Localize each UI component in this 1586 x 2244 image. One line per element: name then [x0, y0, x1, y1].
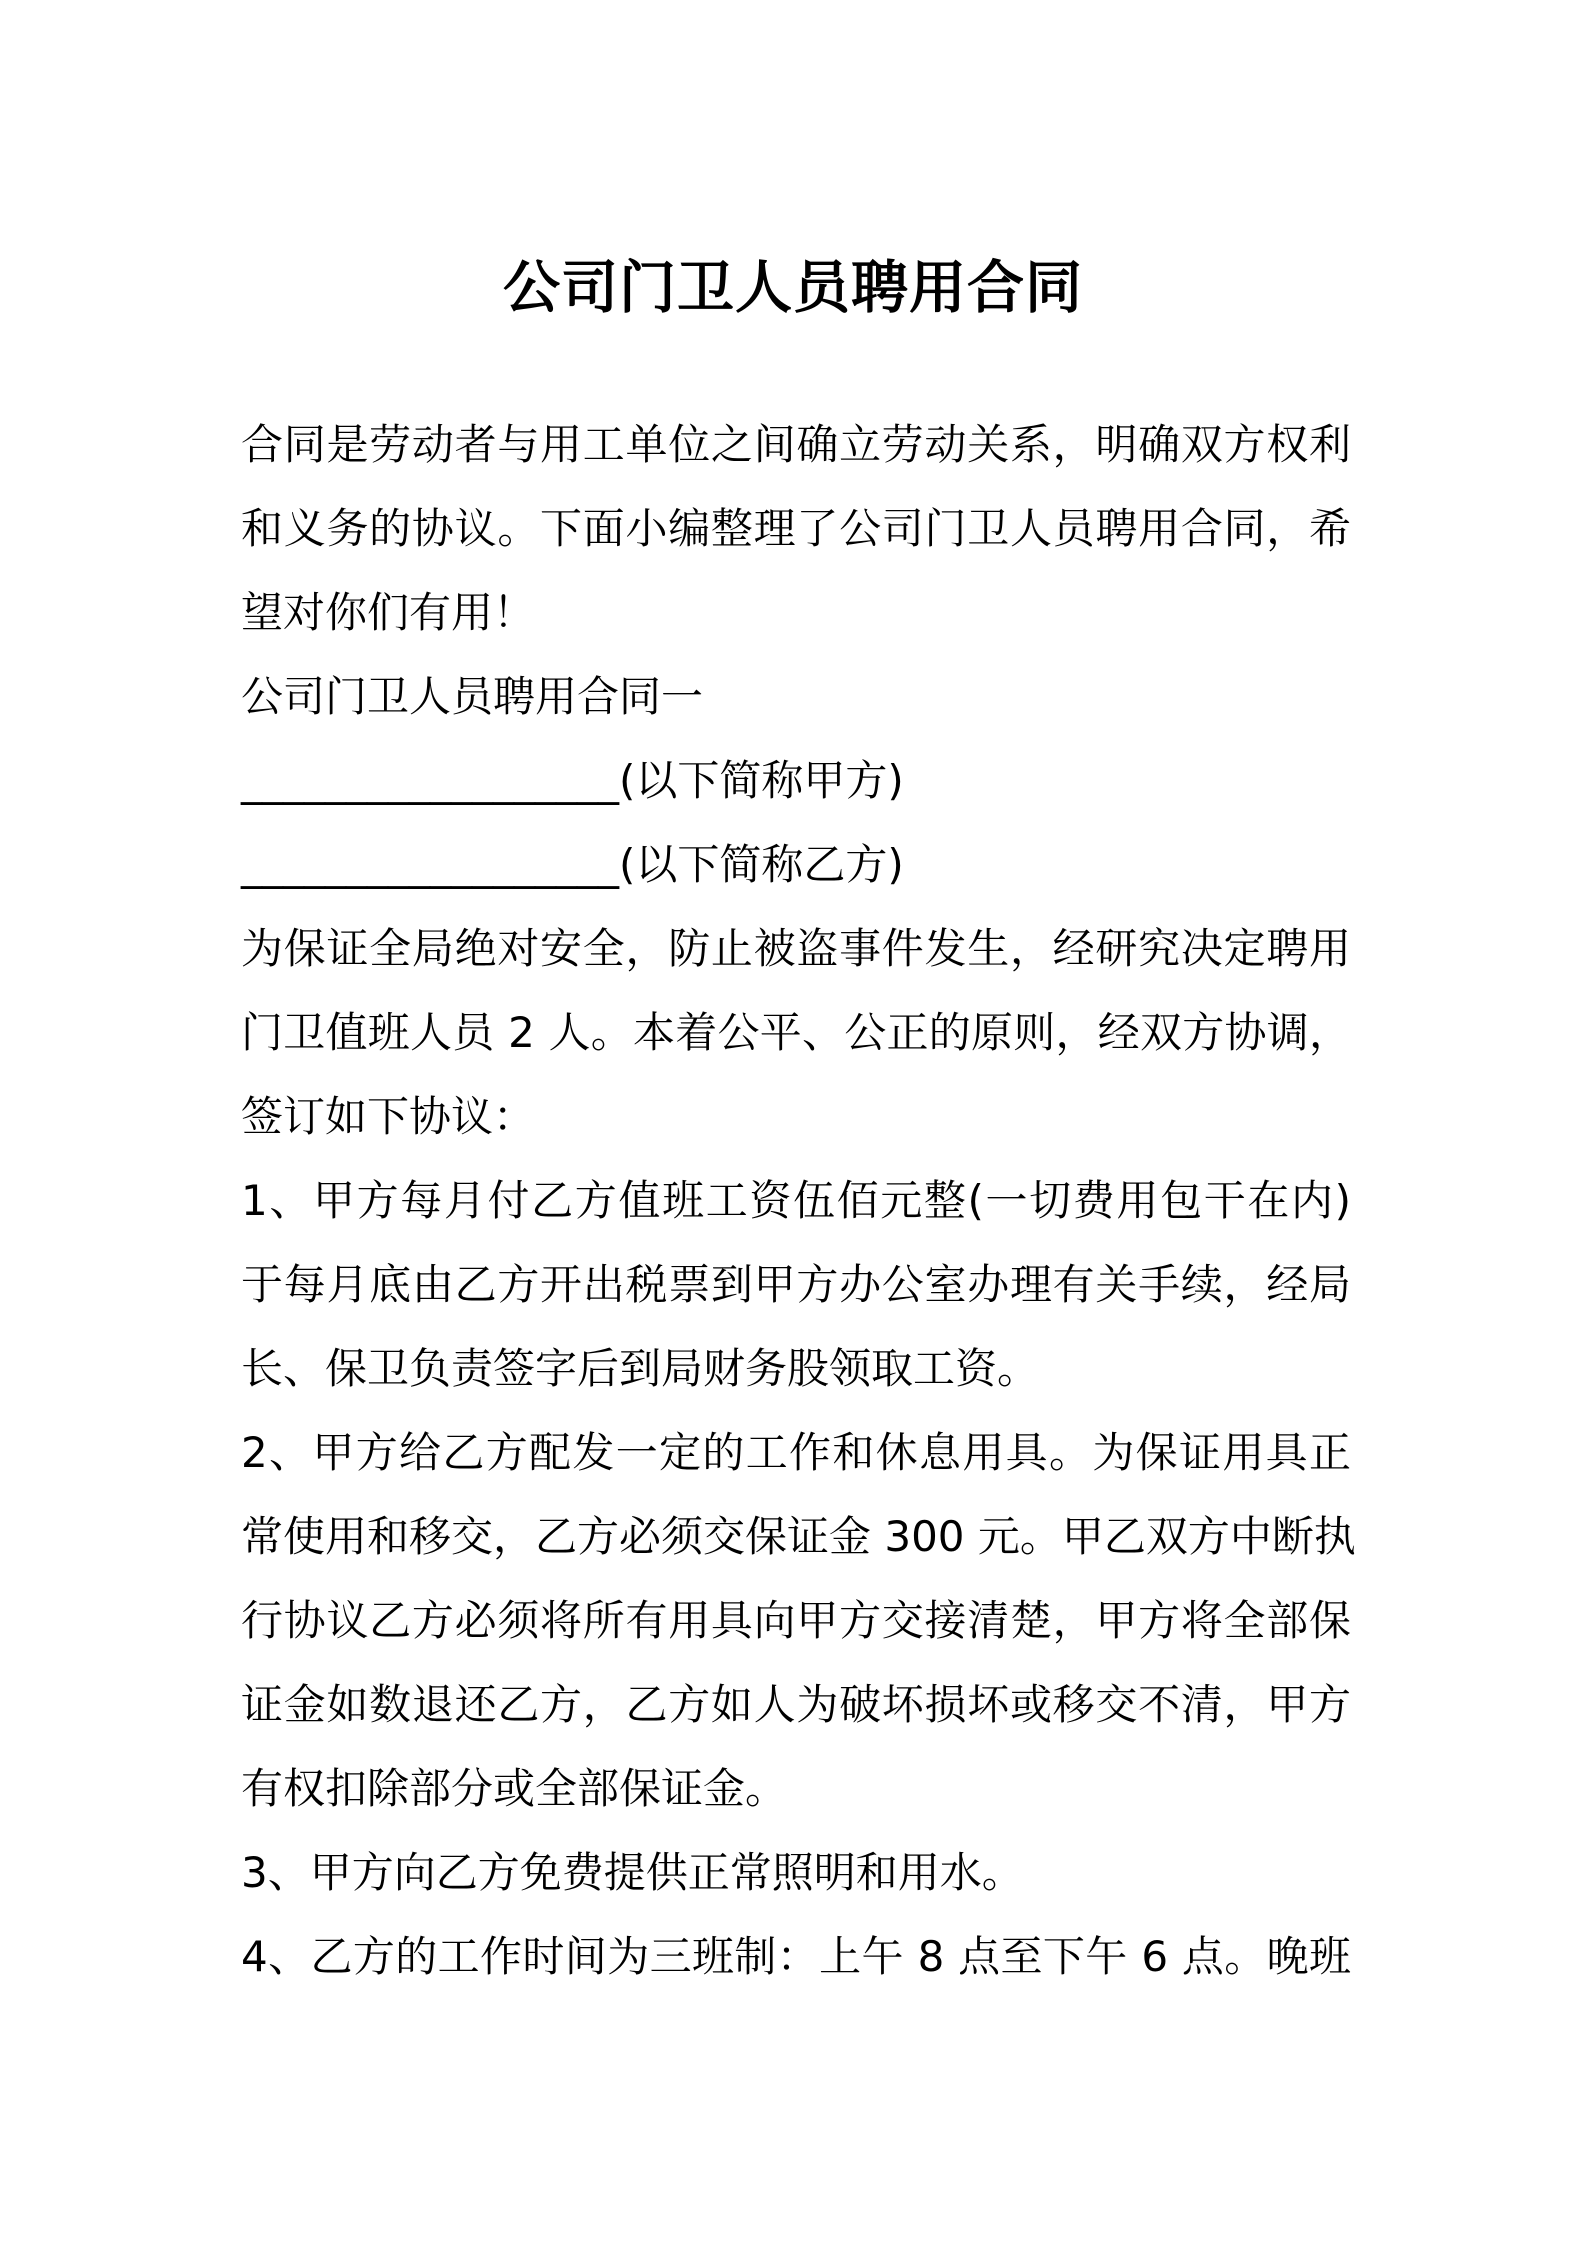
clause-line: 于每月底由乙方开出税票到甲方办公室办理有关手续，经局 [241, 1260, 1351, 1309]
paragraph-line: 签订如下协议： [241, 1092, 536, 1141]
party-a-line: __________________(以下简称甲方) [241, 756, 904, 805]
clause-line: 2、甲方给乙方配发一定的工作和休息用具。为保证用具正 [241, 1428, 1351, 1477]
paragraph-line: 和义务的协议。下面小编整理了公司门卫人员聘用合同，希 [241, 504, 1351, 553]
section-heading: 公司门卫人员聘用合同一 [241, 672, 704, 721]
document-body [241, 403, 1356, 1999]
clause-line: 行协议乙方必须将所有用具向甲方交接清楚，甲方将全部保 [241, 1596, 1351, 1645]
paragraph-line: 合同是劳动者与用工单位之间确立劳动关系，明确双方权利 [241, 420, 1351, 469]
paragraph-line: 望对你们有用！ [241, 588, 536, 637]
paragraph-line: 为保证全局绝对安全，防止被盗事件发生，经研究决定聘用 [241, 924, 1351, 973]
party-b-line: __________________(以下简称乙方) [241, 840, 904, 889]
clause-line: 长、保卫负责签字后到局财务股领取工资。 [241, 1344, 1040, 1393]
document-title: 公司门卫人员聘用合同 [503, 255, 1083, 321]
clause-line: 3、甲方向乙方免费提供正常照明和用水。 [241, 1848, 1024, 1897]
clause-line: 有权扣除部分或全部保证金。 [241, 1764, 788, 1813]
paragraph-line: 门卫值班人员 2 人。本着公平、公正的原则，经双方协调， [241, 1008, 1351, 1057]
clause-line: 证金如数退还乙方，乙方如人为破坏损坏或移交不清，甲方 [241, 1680, 1351, 1729]
clause-line: 1、甲方每月付乙方值班工资伍佰元整(一切费用包干在内) [241, 1176, 1351, 1225]
clause-line: 4、乙方的工作时间为三班制：上午 8 点至下午 6 点。晚班 [241, 1932, 1351, 1981]
clause-line: 常使用和移交，乙方必须交保证金 300 元。甲乙双方中断执 [241, 1512, 1356, 1561]
